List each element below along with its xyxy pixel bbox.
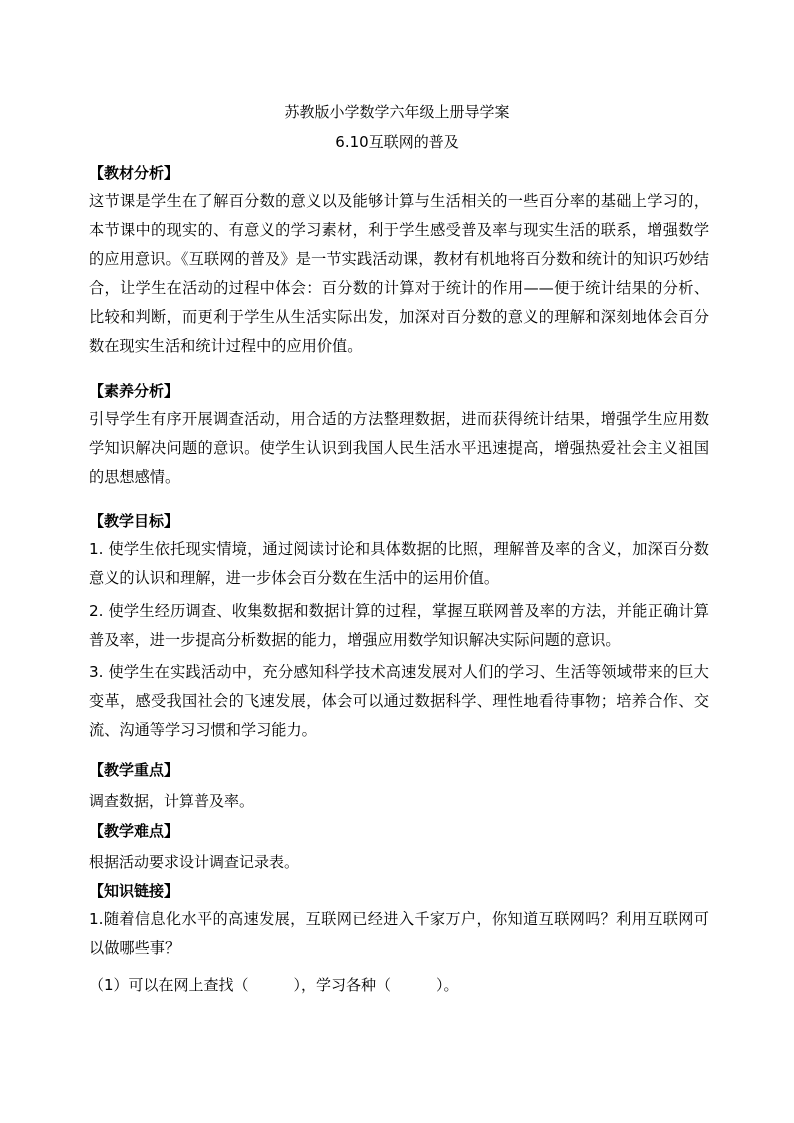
knowledge-link-sub-question: （1）可以在网上查找（ ），学习各种（ ）。 bbox=[89, 976, 459, 994]
difficulties-text: 根据活动要求设计调查记录表。 bbox=[89, 853, 300, 871]
document-title: 苏教版小学数学六年级上册导学案 bbox=[284, 103, 510, 121]
teaching-goal-item: 3. 使学生在实践活动中，充分感知科学技术高速发展对人们的学习、生活等领域带来的巨大变革，感受我国社会的飞速发展，体会可以通过数据科学、理性地看待事物；培养合作、交流、沟通等学习习惯和学习能力。 bbox=[89, 663, 709, 739]
section-heading-key-points: 【教学重点】 bbox=[89, 761, 180, 779]
document-subtitle: 6.10互联网的普及 bbox=[335, 133, 459, 151]
literacy-analysis-paragraph: 引导学生有序开展调查活动，用合适的方法整理数据，进而获得统计结果，增强学生应用数学知识解决问题的意识。使学生认识到我国人民生活水平迅速提高，增强热爱社会主义祖国的思想感情。 bbox=[89, 410, 709, 486]
section-heading-knowledge-links: 【知识链接】 bbox=[89, 882, 180, 900]
section-heading-teaching-goals: 【教学目标】 bbox=[89, 512, 180, 530]
textbook-analysis-paragraph: 这节课是学生在了解百分数的意义以及能够计算与生活相关的一些百分率的基础上学习的，本节课中的现实的、有意义的学习素材，利于学生感受普及率与现实生活的联系，增强数学的应用意识。《互联网的普及》是一节实践活动课，教材有机地将百分数和统计的知识巧妙结合，让学生在活动的过程中体会：百分数的计算对于统计的作用——便于统计结果的分析、比较和判断，而更利于学生从生活实际出发，加深对百分数的意义的理解和深刻地体会百分数在现实生活和统计过程中的应用价值。 bbox=[89, 192, 709, 355]
section-heading-difficulties: 【教学难点】 bbox=[89, 822, 180, 840]
teaching-goal-item: 2. 使学生经历调查、收集数据和数据计算的过程，掌握互联网普及率的方法，并能正确计算普及率，进一步提高分析数据的能力，增强应用数学知识解决实际问题的意识。 bbox=[89, 602, 709, 649]
teaching-goal-item: 1. 使学生依托现实情境，通过阅读讨论和具体数据的比照，理解普及率的含义，加深百分数意义的认识和理解，进一步体会百分数在生活中的运用价值。 bbox=[89, 540, 709, 587]
section-heading-literacy-analysis: 【素养分析】 bbox=[89, 382, 180, 400]
knowledge-link-question: 1.随着信息化水平的高速发展，互联网已经进入千家万户，你知道互联网吗？利用互联网可以做哪些事？ bbox=[89, 910, 709, 957]
section-heading-textbook-analysis: 【教材分析】 bbox=[89, 164, 180, 182]
key-points-text: 调查数据，计算普及率。 bbox=[89, 792, 255, 810]
